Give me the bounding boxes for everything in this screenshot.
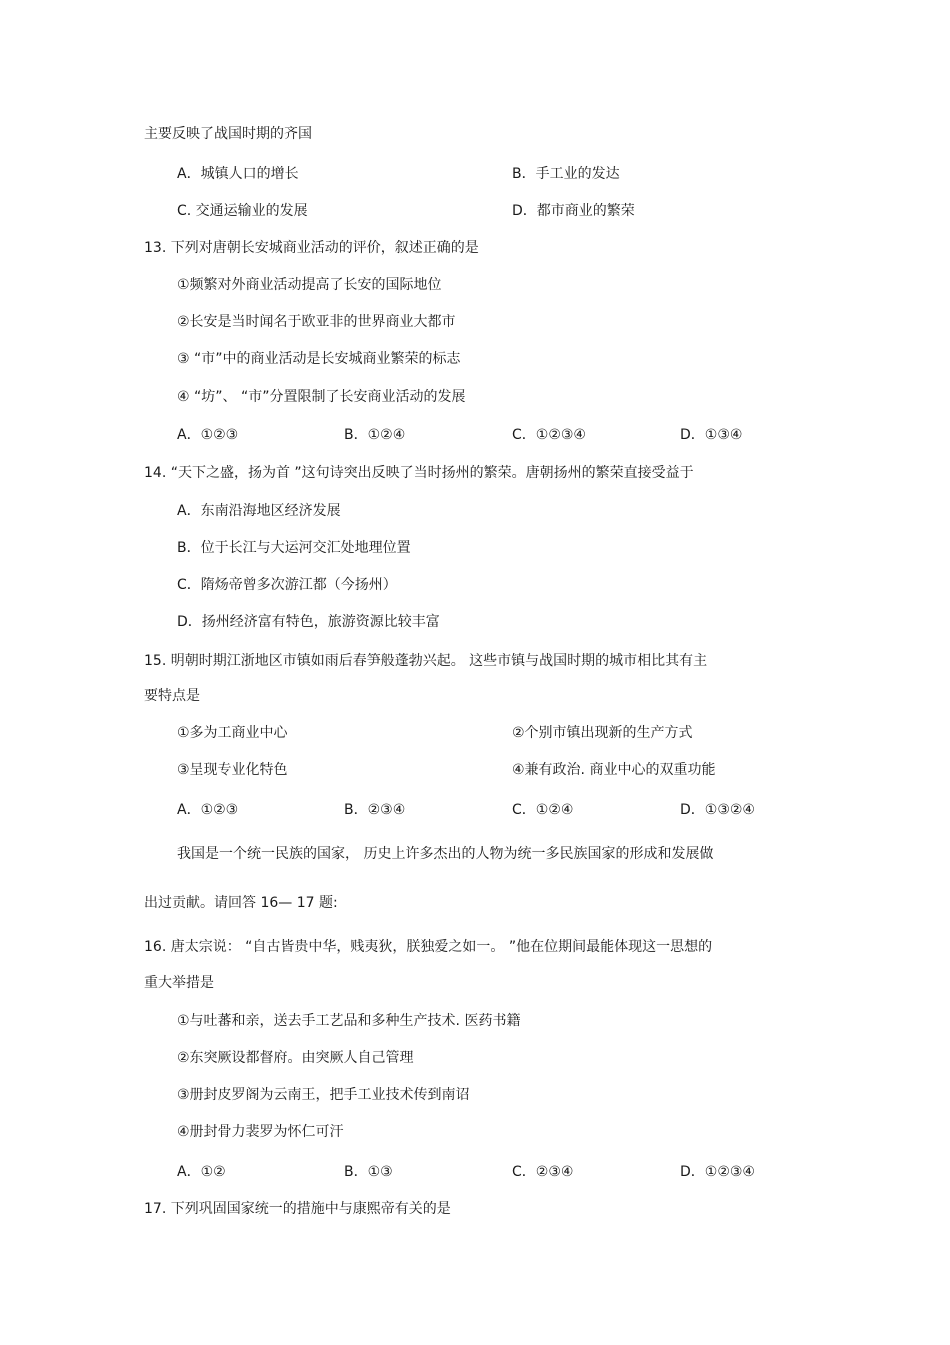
q13-statement-4: ④ “坊”、 “市”分置限制了长安商业活动的发展 bbox=[177, 389, 466, 405]
q12-option-c: C. 交通运输业的发展 bbox=[177, 203, 308, 219]
passage-intro-continuation: 出过贡献。请回答 16— 17 题: bbox=[144, 895, 338, 911]
question-17: 17. 下列巩固国家统一的措施中与康熙帝有关的是 bbox=[144, 1201, 451, 1217]
q13-option-b: B．①②④ bbox=[344, 427, 406, 443]
q16-statement-2: ②东突厥设都督府。由突厥人自己管理 bbox=[177, 1050, 414, 1066]
q15-option-c: C．①②④ bbox=[512, 802, 574, 818]
q16-option-c: C．②③④ bbox=[512, 1164, 574, 1180]
q15-statement-2: ②个别市镇出现新的生产方式 bbox=[512, 725, 693, 741]
q12-option-b: B．手工业的发达 bbox=[512, 166, 620, 182]
q13-option-a: A．①②③ bbox=[177, 427, 239, 443]
q15-statement-4: ④兼有政治. 商业中心的双重功能 bbox=[512, 762, 716, 778]
q14-option-d: D．扬州经济富有特色，旅游资源比较丰富 bbox=[177, 614, 440, 630]
q12-option-a: A．城镇人口的增长 bbox=[177, 166, 299, 182]
q15-option-d: D．①③②④ bbox=[680, 802, 755, 818]
q13-option-c: C．①②③④ bbox=[512, 427, 586, 443]
question-13: 13. 下列对唐朝长安城商业活动的评价，叙述正确的是 bbox=[144, 240, 479, 256]
q16-statement-1: ①与吐蕃和亲，送去手工艺品和多种生产技术. 医药书籍 bbox=[177, 1013, 521, 1029]
q16-statement-4: ④册封骨力裴罗为怀仁可汗 bbox=[177, 1124, 344, 1140]
q16-option-b: B．①③ bbox=[344, 1164, 393, 1180]
q15-statement-3: ③呈现专业化特色 bbox=[177, 762, 288, 778]
q13-statement-1: ①频繁对外商业活动提高了长安的国际地位 bbox=[177, 277, 442, 293]
q15-option-b: B．②③④ bbox=[344, 802, 406, 818]
q15-statement-1: ①多为工商业中心 bbox=[177, 725, 288, 741]
q13-statement-3: ③ “市”中的商业活动是长安城商业繁荣的标志 bbox=[177, 351, 461, 367]
q16-statement-3: ③册封皮罗阁为云南王，把手工业技术传到南诏 bbox=[177, 1087, 470, 1103]
passage-intro: 我国是一个统一民族的国家， 历史上许多杰出的人物为统一多民族国家的形成和发展做 bbox=[177, 846, 714, 862]
q14-option-b: B．位于长江与大运河交汇处地理位置 bbox=[177, 540, 411, 556]
question-15: 15. 明朝时期江浙地区市镇如雨后春笋般蓬勃兴起。 这些市镇与战国时期的城市相比其有主 bbox=[144, 653, 708, 669]
q16-option-d: D．①②③④ bbox=[680, 1164, 755, 1180]
question-15-continuation: 要特点是 bbox=[144, 688, 200, 704]
q14-option-a: A．东南沿海地区经济发展 bbox=[177, 503, 341, 519]
q13-option-d: D．①③④ bbox=[680, 427, 743, 443]
question-12-continuation: 主要反映了战国时期的齐国 bbox=[144, 126, 312, 142]
q14-option-c: C．隋炀帝曾多次游江都（今扬州） bbox=[177, 577, 397, 593]
question-16-continuation: 重大举措是 bbox=[144, 975, 214, 991]
q16-option-a: A．①② bbox=[177, 1164, 226, 1180]
q13-statement-2: ②长安是当时闻名于欧亚非的世界商业大都市 bbox=[177, 314, 456, 330]
question-14: 14. “天下之盛，扬为首 ”这句诗突出反映了当时扬州的繁荣。唐朝扬州的繁荣直接受益于 bbox=[144, 465, 694, 481]
q12-option-d: D．都市商业的繁荣 bbox=[512, 203, 635, 219]
q15-option-a: A．①②③ bbox=[177, 802, 239, 818]
question-16: 16. 唐太宗说： “自古皆贵中华，贱夷狄，朕独爱之如一。 ”他在位期间最能体现这一思想的 bbox=[144, 939, 713, 955]
